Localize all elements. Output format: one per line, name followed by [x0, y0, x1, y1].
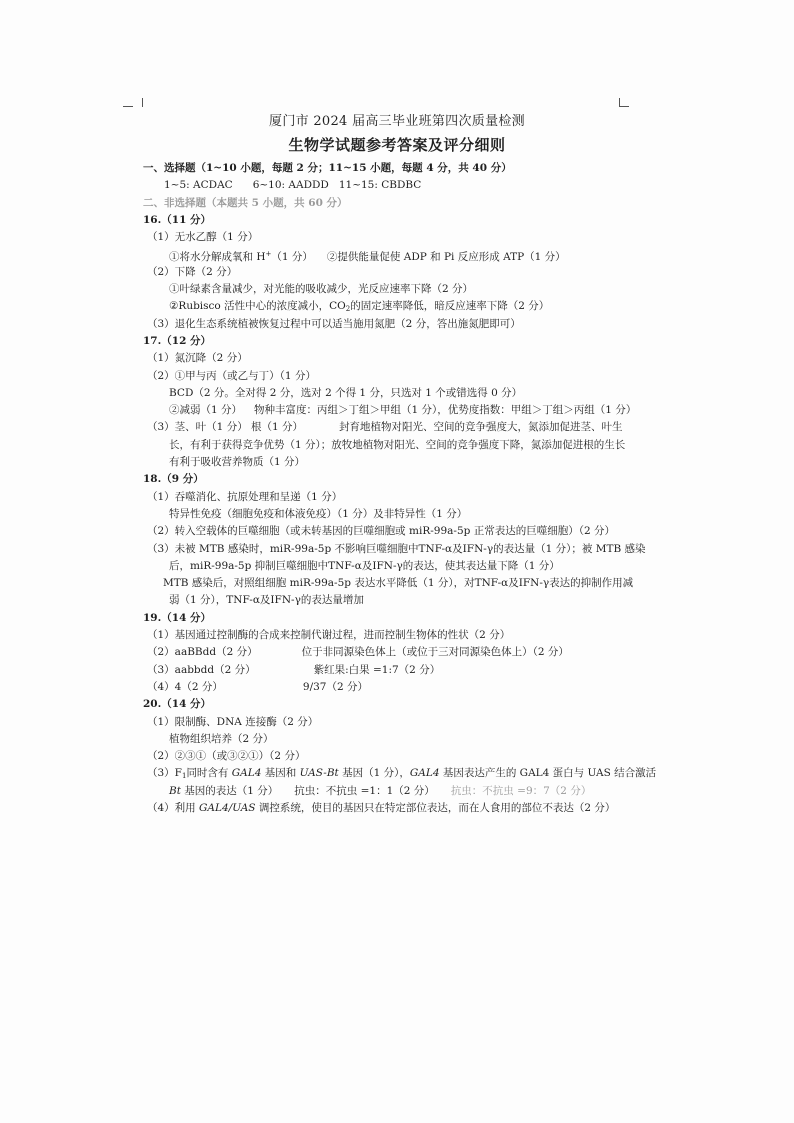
crop-mark-top-left: [132, 98, 143, 107]
q16-line5: ②Rubisco 活性中心的浓度减小，$CO_2$的固定速率降低，暗反应速率下降（2 分）: [169, 300, 550, 314]
q18-line7: 弱（1 分），TNF-α及IFN-γ的表达量增加: [169, 594, 364, 607]
q18-line5: 后，miR-99a-5p 抑制巨噬细胞中TNF-α及IFN-γ的表达，使其表达量下降（1 分）: [169, 559, 560, 572]
q20-line5: Bt 基因的表达（1 分） 抗虫：不抗虫 =1：1（2 分） 抗虫：不抗虫 =9：7（2 分）: [169, 784, 592, 797]
q20-heading: 20.（14 分）: [143, 698, 212, 711]
q16-line3: （2）下降（2 分）: [147, 265, 238, 278]
q17-line7: 有利于吸收营养物质（1 分）: [169, 456, 306, 469]
q17-line4: ②减弱（1 分） 物种丰富度：丙组＞丁组＞甲组（1 分），优势度指数：甲组＞丁组＞丙组（1 分）: [169, 404, 637, 417]
mcq-answers-6-10: 6~10: AADDD: [252, 179, 329, 192]
q18-line2: 特异性免疫（细胞免疫和体液免疫）（1 分）及非特异性（1 分）: [169, 507, 468, 520]
mcq-answers: [143, 177, 663, 194]
q17-line3: BCD（2 分。全对得 2 分，选对 2 个得 1 分，只选对 1 个或错选得 0 分）: [169, 386, 523, 399]
document-title: 生物学试题参考答案及评分细则: [288, 136, 506, 154]
q16-line4: ①叶绿素含量减少，对光能的吸收减少，光反应速率下降（2 分）: [169, 283, 474, 296]
q17-line1: （1）氮沉降（2 分）: [147, 352, 248, 365]
q19-line2: （2）aaBBdd（2 分） 位于非同源染色体上（或位于三对同源染色体上）（2 分）: [147, 646, 569, 659]
q16-line2: ①将水分解成氧和 H+（1 分） ②提供能量促使 ADP 和 Pi 反应形成 ATP（1 分）: [169, 250, 566, 264]
answer-content: [143, 160, 663, 817]
q16-heading: 16.（11 分）: [143, 213, 212, 226]
q20-line6: （4）利用 GAL4/UAS 调控系统，使目的基因只在特定部位表达，而在人食用的部位不表达（2 分）: [147, 801, 616, 814]
q17-line5: （3）茎、叶（1 分） 根（1 分） 封育地植物对阳光、空间的竞争强度大，氮添加促进茎、叶生: [147, 421, 623, 434]
q20-line4: $(3)F_1$同时含有 GAL4 基因和 UAS-Bt 基因（1 分），GAL4 基因表达产生的 GAL4 蛋白与 UAS 结合激活: [147, 767, 657, 781]
q17-heading: 17.（12 分）: [143, 334, 212, 347]
q18-heading: 18.（9 分）: [143, 473, 204, 486]
q16-line6: （3）退化生态系统植被恢复过程中可以适当施用氮肥（2 分，答出施氮肥即可）: [147, 317, 521, 330]
q19-line4: （4）4（2 分） 9/37（2 分）: [147, 680, 368, 693]
q18-line6: MTB 感染后，对照组细胞 miR-99a-5p 表达水平降低（1 分），对TNF-α及IFN-γ表达的抑制作用减: [163, 577, 634, 590]
crop-mark-top-left-h: [123, 106, 133, 107]
mcq-answers-11-15: 11~15: CBDBC: [338, 179, 422, 192]
q18-line1: （1）吞噬消化、抗原处理和呈递（1 分）: [147, 490, 343, 503]
q18-line3: （2）转入空载体的巨噬细胞（或未转基因的巨噬细胞或 miR-99a-5p 正常表达的巨噬细胞）（2 分）: [147, 525, 615, 538]
mcq-answers-1-5: 1~5: ACDAC: [164, 179, 233, 192]
q18-line4: （3）未被 MTB 感染时，miR-99a-5p 不影响巨噬细胞中TNF-α及IFN-γ的表达量（1 分）；被 MTB 感染: [147, 542, 646, 555]
q20-line2: 植物组织培养（2 分）: [169, 732, 274, 745]
crop-mark-top-right-h: [619, 106, 629, 107]
q20-line1: （1）限制酶、DNA 连接酶（2 分）: [147, 715, 319, 728]
q19-heading: 19.（14 分）: [143, 611, 212, 624]
q17-line2: （2）①甲与丙（或乙与丁）（1 分）: [147, 369, 316, 382]
section2-heading: 二、非选择题（本题共 5 小题，共 60 分）: [143, 196, 348, 209]
section1-heading: 一、选择题（1~10 小题，每题 2 分；11~15 小题，每题 4 分，共 40 分）: [143, 162, 512, 174]
q20-line3: （2）②③①（或③②①）（2 分）: [147, 750, 306, 763]
q19-line1: （1）基因通过控制酶的合成来控制代谢过程，进而控制生物体的性状（2 分）: [147, 629, 511, 642]
q19-line3: （3）aabbdd（2 分） 紫红果:白果 =1:7（2 分）: [147, 663, 441, 676]
q17-line6: 长，有利于获得竞争优势（1 分）；放牧地植物对阳光、空间的竞争强度下降，氮添加促进根的生长: [169, 438, 626, 451]
q16-line1: （1）无水乙醇（1 分）: [147, 231, 259, 244]
exam-title: 厦门市 2024 届高三毕业班第四次质量检测: [269, 114, 525, 129]
